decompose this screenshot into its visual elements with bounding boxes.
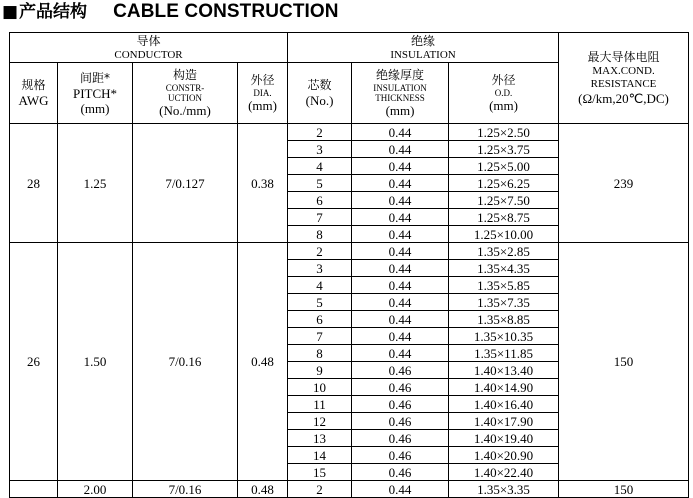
outer-diameter-cell: 1.40×13.40	[449, 362, 559, 379]
insulation-thickness-header-unit: (mm)	[385, 103, 415, 118]
cores-header	[288, 63, 352, 124]
cores-cell: 2	[288, 481, 352, 498]
insulation-thickness-cell: 0.44	[352, 124, 449, 141]
insulation-thickness-header-cn: 绝缘厚度	[376, 68, 425, 82]
awg-header	[10, 63, 58, 124]
diameter-header-en: DIA.	[253, 88, 272, 98]
cores-cell: 15	[288, 464, 352, 481]
insulation-thickness-cell: 0.44	[352, 345, 449, 362]
outer-diameter-cell: 1.25×6.25	[449, 175, 559, 192]
insulation-group-header	[288, 33, 559, 63]
outer-diameter-header-en: O.D.	[494, 88, 513, 98]
outer-diameter-cell: 1.40×19.40	[449, 430, 559, 447]
resistance-cell: 150	[559, 481, 689, 498]
resistance-header-unit: (Ω/km,20℃,DC)	[578, 91, 669, 106]
insulation-thickness-cell: 0.44	[352, 243, 449, 260]
insulation-thickness-cell: 0.44	[352, 141, 449, 158]
cores-header-unit: (No.)	[305, 93, 334, 108]
table-row	[10, 243, 689, 260]
insulation-thickness-cell: 0.44	[352, 294, 449, 311]
outer-diameter-cell: 1.35×5.85	[449, 277, 559, 294]
cores-cell: 3	[288, 260, 352, 277]
pitch-cell: 1.25	[58, 124, 133, 243]
insulation-thickness-cell: 0.44	[352, 192, 449, 209]
cores-cell: 14	[288, 447, 352, 464]
conductor-group-header	[10, 33, 288, 63]
cores-cell: 9	[288, 362, 352, 379]
cores-cell: 8	[288, 226, 352, 243]
outer-diameter-cell: 1.35×2.85	[449, 243, 559, 260]
outer-diameter-cell: 1.35×10.35	[449, 328, 559, 345]
construction-cell: 7/0.16	[133, 481, 238, 498]
insulation-thickness-cell: 0.46	[352, 413, 449, 430]
construction-header	[133, 63, 238, 124]
outer-diameter-cell: 1.40×16.40	[449, 396, 559, 413]
construction-cell: 7/0.127	[133, 124, 238, 243]
outer-diameter-cell: 1.25×2.50	[449, 124, 559, 141]
insulation-header-cn: 绝缘	[411, 33, 436, 48]
insulation-thickness-cell: 0.46	[352, 430, 449, 447]
pitch-header-unit: (mm)	[80, 100, 110, 116]
cores-cell: 6	[288, 192, 352, 209]
conductor-header-cn: 导体	[136, 33, 161, 48]
cores-cell: 12	[288, 413, 352, 430]
cores-cell: 4	[288, 277, 352, 294]
awg-cell: 28	[10, 124, 58, 243]
insulation-thickness-cell: 0.46	[352, 396, 449, 413]
outer-diameter-cell: 1.35×7.35	[449, 294, 559, 311]
insulation-thickness-cell: 0.44	[352, 328, 449, 345]
diameter-cell: 0.48	[238, 243, 288, 481]
insulation-thickness-header-en2: THICKNESS	[375, 93, 425, 103]
pitch-cell: 2.00	[58, 481, 133, 498]
cores-cell: 7	[288, 209, 352, 226]
insulation-thickness-cell: 0.46	[352, 379, 449, 396]
pitch-header	[58, 63, 133, 124]
insulation-thickness-cell: 0.46	[352, 447, 449, 464]
insulation-thickness-cell: 0.46	[352, 464, 449, 481]
diameter-header-cn: 外径	[250, 73, 275, 87]
insulation-thickness-cell: 0.44	[352, 481, 449, 498]
awg-cell	[10, 481, 58, 498]
diameter-header-unit: (mm)	[248, 98, 277, 113]
resistance-header-en2: RESISTANCE	[590, 78, 657, 90]
conductor-header-en: CONDUCTOR	[114, 48, 183, 61]
pitch-header-cn: 间距*	[79, 70, 110, 85]
outer-diameter-cell: 1.40×20.90	[449, 447, 559, 464]
page-title	[2, 0, 692, 24]
cores-cell: 8	[288, 345, 352, 362]
construction-header-en2: UCTION	[168, 93, 202, 103]
cores-cell: 2	[288, 124, 352, 141]
resistance-cell: 150	[559, 243, 689, 481]
insulation-header-en: INSULATION	[390, 48, 456, 61]
outer-diameter-cell: 1.40×14.90	[449, 379, 559, 396]
title-bullet-icon: ■	[2, 2, 19, 22]
cores-cell: 5	[288, 294, 352, 311]
cores-cell: 11	[288, 396, 352, 413]
outer-diameter-cell: 1.40×17.90	[449, 413, 559, 430]
awg-cell: 26	[10, 243, 58, 481]
outer-diameter-cell: 1.35×11.85	[449, 345, 559, 362]
cores-cell: 6	[288, 311, 352, 328]
insulation-thickness-cell: 0.44	[352, 158, 449, 175]
outer-diameter-header-cn: 外径	[491, 73, 516, 87]
awg-header-cn: 规格	[21, 78, 46, 92]
diameter-header	[238, 63, 288, 124]
outer-diameter-cell: 1.25×10.00	[449, 226, 559, 243]
construction-header-unit: (No./mm)	[159, 103, 211, 118]
insulation-thickness-header	[352, 63, 449, 124]
outer-diameter-cell: 1.40×22.40	[449, 464, 559, 481]
table-body	[10, 124, 689, 498]
construction-cell: 7/0.16	[133, 243, 238, 481]
outer-diameter-cell: 1.25×8.75	[449, 209, 559, 226]
construction-header-cn: 构造	[172, 68, 197, 82]
outer-diameter-header-unit: (mm)	[489, 98, 518, 113]
pitch-cell: 1.50	[58, 243, 133, 481]
outer-diameter-cell: 1.35×4.35	[449, 260, 559, 277]
insulation-thickness-cell: 0.44	[352, 260, 449, 277]
cores-cell: 4	[288, 158, 352, 175]
insulation-thickness-cell: 0.44	[352, 311, 449, 328]
outer-diameter-cell: 1.25×5.00	[449, 158, 559, 175]
cores-cell: 3	[288, 141, 352, 158]
construction-header-en1: CONSTR-	[165, 83, 205, 93]
insulation-thickness-cell: 0.44	[352, 209, 449, 226]
cores-header-cn: 芯数	[307, 78, 332, 92]
insulation-thickness-header-en1: INSULATION	[373, 83, 427, 93]
outer-diameter-cell: 1.35×8.85	[449, 311, 559, 328]
cores-cell: 5	[288, 175, 352, 192]
title-chinese: 产品结构	[19, 2, 88, 22]
diameter-cell: 0.38	[238, 124, 288, 243]
resistance-header	[559, 33, 689, 124]
pitch-header-en: PITCH*	[72, 85, 118, 101]
cable-construction-table	[9, 32, 689, 498]
insulation-thickness-cell: 0.46	[352, 362, 449, 379]
insulation-thickness-cell: 0.44	[352, 277, 449, 294]
awg-header-en: AWG	[18, 93, 49, 108]
insulation-thickness-cell: 0.44	[352, 226, 449, 243]
title-english: CABLE CONSTRUCTION	[113, 1, 339, 22]
cores-cell: 7	[288, 328, 352, 345]
cores-cell: 13	[288, 430, 352, 447]
diameter-cell: 0.48	[238, 481, 288, 498]
cores-cell: 2	[288, 243, 352, 260]
table-row	[10, 124, 689, 141]
table-row	[10, 481, 689, 498]
outer-diameter-cell: 1.25×3.75	[449, 141, 559, 158]
outer-diameter-cell: 1.25×7.50	[449, 192, 559, 209]
outer-diameter-header	[449, 63, 559, 124]
cores-cell: 10	[288, 379, 352, 396]
insulation-thickness-cell: 0.44	[352, 175, 449, 192]
outer-diameter-cell: 1.35×3.35	[449, 481, 559, 498]
resistance-cell: 239	[559, 124, 689, 243]
resistance-header-cn: 最大导体电阻	[587, 50, 660, 64]
resistance-header-en1: MAX.COND.	[592, 65, 655, 77]
